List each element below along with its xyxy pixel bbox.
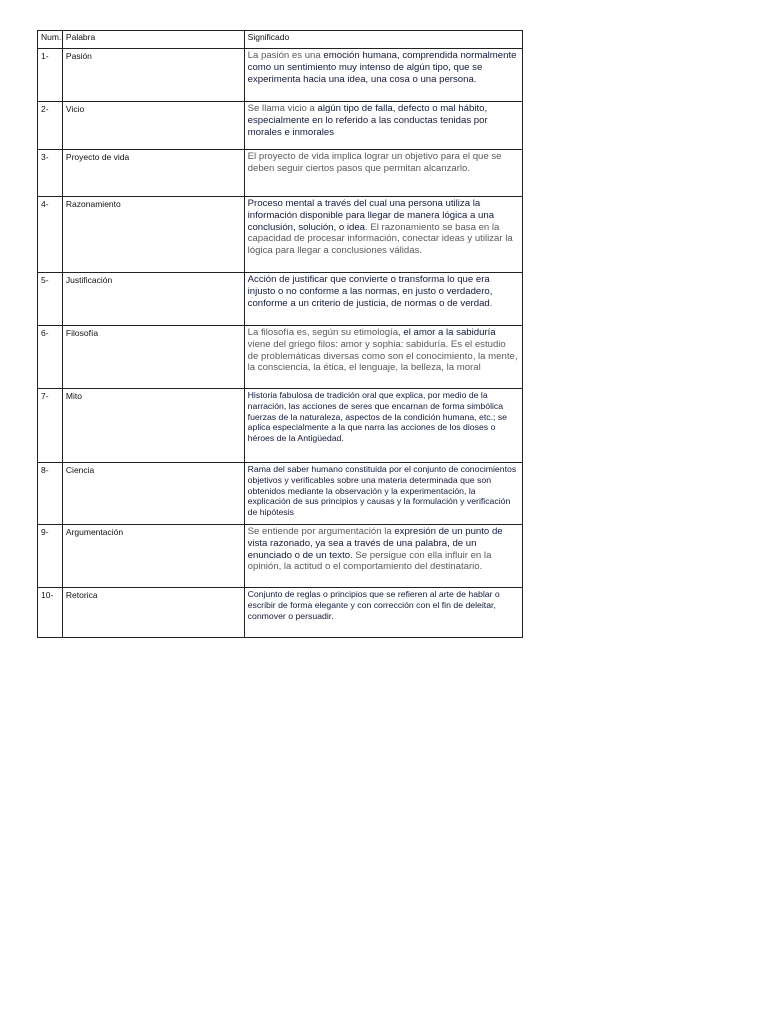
header-word: Palabra [62, 31, 244, 49]
meaning-text-span: expresión de un punto de vista razonado, ya sea a través de una palabra, de un enunciado o de un texto [247, 526, 503, 561]
header-num: Num. [38, 31, 63, 49]
table-row [38, 49, 523, 102]
row-word: Razonamiento [62, 197, 244, 273]
meaning-text-span: Historia fabulosa de tradición oral que explica, por medio de la narración, las acciones de seres que encarnan de forma simbólica fuerzas de la naturaleza, aspectos de la condición humana, etc.; se aplica especialmente a la que narra las acciones de los dioses o héroes de la Antigüedad. [247, 390, 507, 444]
meaning-text-span: el amor a la sabiduría [403, 327, 496, 338]
table-header-row [38, 31, 523, 49]
meaning-text-span: algún tipo de falla, defecto o mal hábito, especialmente en lo referido a las conductas tenidas por morales e inmorales [247, 103, 488, 138]
meaning-text-span: Se entiende por argumentación la [247, 526, 395, 537]
row-word: Mito [62, 389, 244, 463]
definitions-table [37, 30, 523, 638]
row-num: 7- [38, 389, 63, 463]
meaning-text-span: Proceso mental a través del cual una persona utiliza la información disponible para llegar de manera lógica a una conclusión, solución, o idea [247, 198, 495, 233]
row-word: Proyecto de vida [62, 150, 244, 197]
header-meaning: Significado [244, 31, 522, 49]
row-meaning [244, 463, 522, 525]
row-meaning [244, 102, 522, 150]
meaning-text-span: . Se persigue con ella influir en la opinión, la actitud o el comportamiento del destinatario. [247, 549, 492, 573]
meaning-text-span: La filosofía es, según su etimología, [247, 327, 404, 338]
row-word: Filosofía [62, 326, 244, 389]
table-row [38, 463, 523, 525]
meaning-text-span: Se llama vicio a [247, 103, 318, 114]
row-word: Argumentación [62, 525, 244, 588]
table-row [38, 197, 523, 273]
table-row [38, 102, 523, 150]
table-row [38, 150, 523, 197]
table-row [38, 326, 523, 389]
row-meaning [244, 273, 522, 326]
row-num: 8- [38, 463, 63, 525]
table-row [38, 588, 523, 638]
row-num: 10- [38, 588, 63, 638]
row-num: 9- [38, 525, 63, 588]
meaning-text-span: viene del griego filos: amor y sophia: sabiduría. Es el estudio de problemáticas diversas como son el conocimiento, la mente, la consciencia, la ética, el lenguaje, la belleza, la moral [247, 338, 518, 374]
row-word: Justificación [62, 273, 244, 326]
table-row [38, 273, 523, 326]
table-row [38, 525, 523, 588]
row-word: Pasión [62, 49, 244, 102]
row-num: 4- [38, 197, 63, 273]
meaning-text-span: emoción humana, comprendida normalmente como un sentimiento muy intenso de algún tipo, que se experimenta hacia una idea, una cosa o una persona [247, 50, 517, 85]
row-meaning [244, 49, 522, 102]
row-meaning [244, 588, 522, 638]
table-row [38, 389, 523, 463]
meaning-text-span: Rama del saber humano constituida por el conjunto de conocimientos objetivos y verificables sobre una materia determinada que son obtenidos mediante la observación y la experimentación, la explicación de sus principios y causas y la formulación y verificación de hipótesis [247, 464, 517, 518]
meaning-text-span: . [473, 73, 477, 85]
row-word: Vicio [62, 102, 244, 150]
row-num: 5- [38, 273, 63, 326]
row-meaning [244, 150, 522, 197]
meaning-text-span: El proyecto de vida implica lograr un objetivo para el que se deben seguir ciertos pasos que permitan alcanzarlo. [247, 151, 502, 174]
meaning-text-span: . El razonamiento se basa en la capacidad de procesar información, conectar ideas y utilizar la lógica para llegar a conclusiones válidas. [247, 221, 513, 257]
meaning-text-span: Conjunto de reglas o principios que se refieren al arte de hablar o escribir de forma elegante y con corrección con el fin de deleitar, conmover o persuadir. [247, 589, 500, 621]
row-num: 3- [38, 150, 63, 197]
row-num: 2- [38, 102, 63, 150]
row-num: 1- [38, 49, 63, 102]
row-word: Ciencia [62, 463, 244, 525]
row-meaning [244, 389, 522, 463]
meaning-text-span: Acción de justificar que convierte o transforma lo que era injusto o no conforme a las normas, en justo o verdadero, conforme a un criterio de justicia, de normas o de verdad [247, 274, 493, 309]
meaning-text-span: . [489, 297, 493, 309]
meaning-text-span: La pasión es una [247, 50, 324, 61]
row-meaning [244, 326, 522, 389]
row-meaning [244, 197, 522, 273]
row-meaning [244, 525, 522, 588]
row-word: Retorica [62, 588, 244, 638]
row-num: 6- [38, 326, 63, 389]
